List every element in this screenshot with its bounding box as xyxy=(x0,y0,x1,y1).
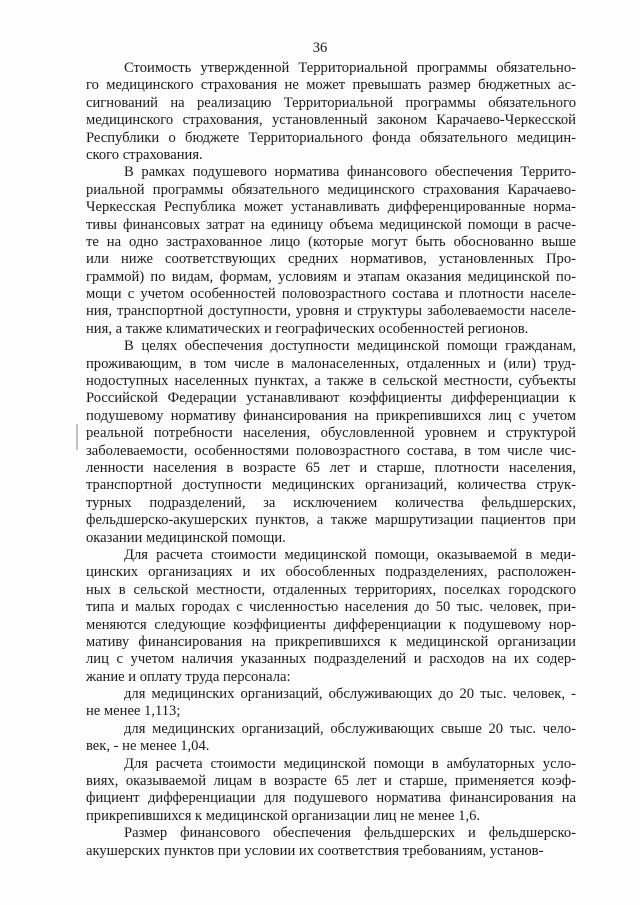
paragraph xyxy=(86,547,576,686)
text-line: или ниже соответствующих средних нормативов, установленных Про- xyxy=(86,251,576,268)
text-line: мативу финансирования на прикрепившихся к медицинской организации xyxy=(86,633,576,650)
text-line: ния, а также климатических и географических особенностей регионов. xyxy=(86,320,529,337)
text-line: го медицинского страхования не может превышать размер бюджетных ас- xyxy=(86,77,576,94)
text-line: жание и оплату труда персонала: xyxy=(86,668,291,685)
paragraph xyxy=(86,338,576,547)
text-line: для медицинских организаций, обслуживающих свыше 20 тыс. чело- xyxy=(124,720,576,737)
text-line: фельдшерско-акушерских пунктов, а также маршрутизации пациентов при xyxy=(86,512,576,529)
text-line: Для расчета стоимости медицинской помощи, оказываемой в меди- xyxy=(124,546,576,563)
text-line: мощи с учетом особенностей половозрастного состава и плотности населе- xyxy=(86,286,576,303)
paragraph xyxy=(86,825,576,860)
page-number: 36 xyxy=(312,40,328,56)
paragraph xyxy=(86,721,576,756)
text-line: оказании медицинской помощи. xyxy=(86,529,286,546)
text-line: Для расчета стоимости медицинской помощи в амбулаторных усло- xyxy=(124,755,576,772)
text-line: не менее 1,113; xyxy=(86,703,181,720)
text-line: фициент дифференциации для подушевого норматива финансирования на xyxy=(86,790,576,807)
text-line: акушерских пунктов при условии их соответствия требованиям, установ- xyxy=(86,842,544,859)
text-line: Черкесская Республика может устанавливать дифференцированные норма- xyxy=(86,199,576,216)
text-line: век, - не менее 1,04. xyxy=(86,738,210,755)
text-line: для медицинских организаций, обслуживающих до 20 тыс. человек, - xyxy=(124,686,576,703)
text-line: медицинского страхования, установленный законом Карачаево-Черкесской xyxy=(86,112,576,129)
margin-mark xyxy=(76,424,78,450)
paragraph xyxy=(86,756,576,826)
text-line: турных подразделений, за исключением количества фельдшерских, xyxy=(86,494,576,511)
text-line: ных в сельской местности, отдаленных территориях, поселках городского xyxy=(86,581,576,598)
text-line: сигнований на реализацию Территориальной программы обязательного xyxy=(86,94,576,111)
text-line: нодоступных населенных пунктах, а также в сельской местности, субъекты xyxy=(86,373,576,390)
text-line: ленности населения в возрасте 65 лет и старше, плотности населения, xyxy=(86,459,576,476)
text-line: граммой) по видам, формам, условиям и этапам оказания медицинской по- xyxy=(86,268,576,285)
text-line: подушевому нормативу финансирования на прикрепившихся лиц с учетом xyxy=(86,407,576,424)
text-line: проживающим, в том числе в малонаселенных, отдаленных и (или) труд- xyxy=(86,355,576,372)
text-line: те на одно застрахованное лицо (которые могут быть обоснованно выше xyxy=(86,233,576,250)
text-line: меняются следующие коэффициенты дифференциации к подушевому нор- xyxy=(86,616,576,633)
text-line: транспортной доступности медицинских организаций, количества струк- xyxy=(86,477,576,494)
paragraph xyxy=(86,164,576,338)
text-line: тивы финансовых затрат на единицу объема медицинской помощи в расче- xyxy=(86,216,576,233)
text-line: риальной программы обязательного медицинского страхования Карачаево- xyxy=(86,181,576,198)
text-line: Республики о бюджете Территориального фонда обязательного медицин- xyxy=(86,129,576,146)
text-line: Размер финансового обеспечения фельдшерских и фельдшерско- xyxy=(124,825,576,842)
text-line: Российской Федерации устанавливают коэффициенты дифференциации к xyxy=(86,390,576,407)
document-body xyxy=(86,60,576,860)
text-line: реальной потребности населения, обусловленной уровнем и структурой xyxy=(86,425,576,442)
text-line: виях, оказываемой лицам в возрасте 65 лет и старше, применяется коэф- xyxy=(86,773,576,790)
text-line: В целях обеспечения доступности медицинской помощи гражданам, xyxy=(124,338,576,355)
text-line: типа и малых городах с численностью населения до 50 тыс. человек, при- xyxy=(86,599,576,616)
text-line: Стоимость утвержденной Территориальной программы обязательно- xyxy=(124,60,576,76)
text-line: лиц с учетом наличия указанных подразделений и расходов на их содер- xyxy=(86,651,576,668)
paragraph xyxy=(86,60,576,164)
text-line: заболеваемости, особенностями половозрастного состава, в том числе чис- xyxy=(86,442,576,459)
text-line: цинских организациях и их обособленных подразделениях, расположен- xyxy=(86,564,576,581)
text-line: прикрепившихся к медицинской организации лиц не менее 1,6. xyxy=(86,807,481,824)
text-line: ского страхования. xyxy=(86,146,203,163)
text-line: ния, транспортной доступности, уровня и структуры заболеваемости населе- xyxy=(86,303,576,320)
paragraph xyxy=(86,686,576,721)
text-line: В рамках подушевого норматива финансового обеспечения Террито- xyxy=(124,164,576,181)
